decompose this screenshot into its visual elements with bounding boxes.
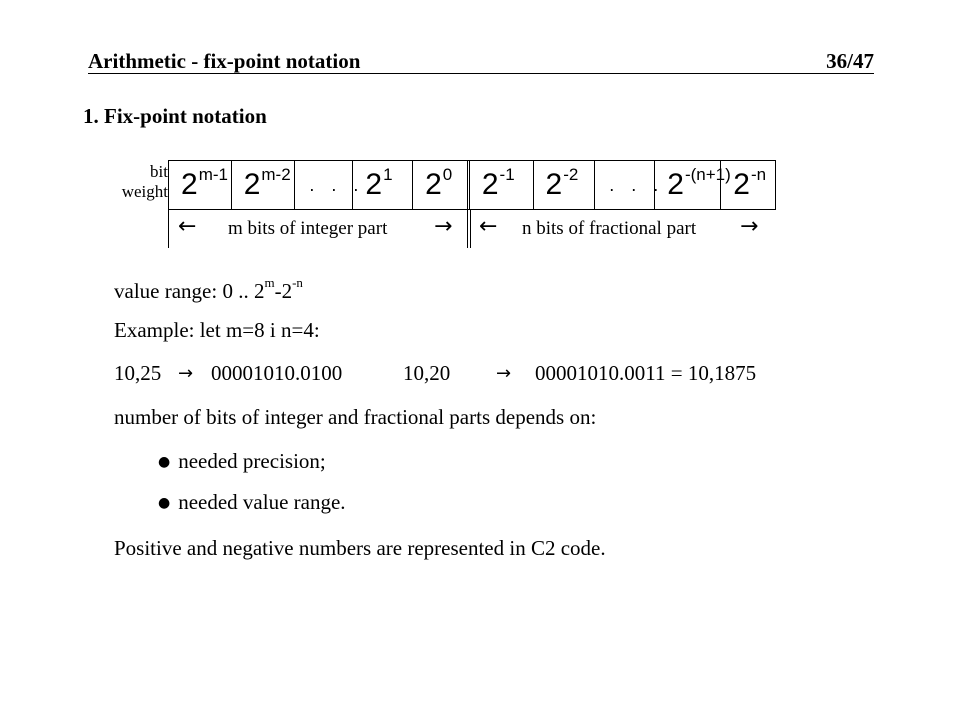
bullet-item: ● needed precision; bbox=[158, 449, 326, 473]
right-arrow-icon: → bbox=[178, 363, 194, 384]
weight-cell: 2 $^0$ bbox=[413, 161, 470, 209]
right-arrow-icon: → bbox=[496, 363, 512, 384]
bit-weight-label: bit weight bbox=[121, 162, 168, 201]
weight-cell: 2 $^1$ bbox=[353, 161, 413, 209]
weight-cell: 2 $^{-n}$ bbox=[733, 165, 767, 201]
depends-text: number of bits of integer and fractional parts depends on: bbox=[114, 405, 597, 429]
ellipsis-cell: . . . bbox=[595, 161, 655, 209]
example-text: Example: let m=8 i n=4: bbox=[114, 318, 320, 342]
bullet-icon: ● bbox=[158, 454, 171, 470]
slide-header bbox=[88, 49, 874, 74]
fraction-part-label: n bits of fractional part bbox=[522, 218, 697, 239]
left-arrow-icon: ← bbox=[479, 214, 498, 239]
bit-weight-table bbox=[168, 160, 776, 210]
closing-text: Positive and negative numbers are represented in C2 code. bbox=[114, 536, 606, 560]
slide-title: Arithmetic - fix-point notation bbox=[88, 49, 361, 73]
ellipsis-cell: . . . bbox=[295, 161, 353, 209]
weight-cell: 2 $^{-2}$ bbox=[534, 161, 596, 209]
left-arrow-icon: ← bbox=[178, 214, 197, 239]
right-arrow-icon: → bbox=[434, 214, 453, 239]
value-range: value range: 0 .. $2^m-2^{-n}$ bbox=[114, 275, 303, 303]
integer-part-label: m bits of integer part bbox=[228, 218, 388, 239]
bullet-item: ● needed value range. bbox=[158, 490, 346, 514]
weight-cell: 2 $^{m-1}$ bbox=[169, 161, 232, 209]
bullet-icon: ● bbox=[158, 495, 171, 511]
weight-cell: 2 $^{-(n+1)}$ bbox=[655, 161, 721, 209]
weight-cell: 2 $^{-1}$ bbox=[470, 161, 534, 209]
section-title: 1. Fix-point notation bbox=[83, 104, 267, 128]
weight-cell: 2 $^{m-2}$ bbox=[232, 161, 296, 209]
page-number: 36/47 bbox=[826, 49, 874, 73]
right-arrow-icon: → bbox=[740, 214, 759, 239]
